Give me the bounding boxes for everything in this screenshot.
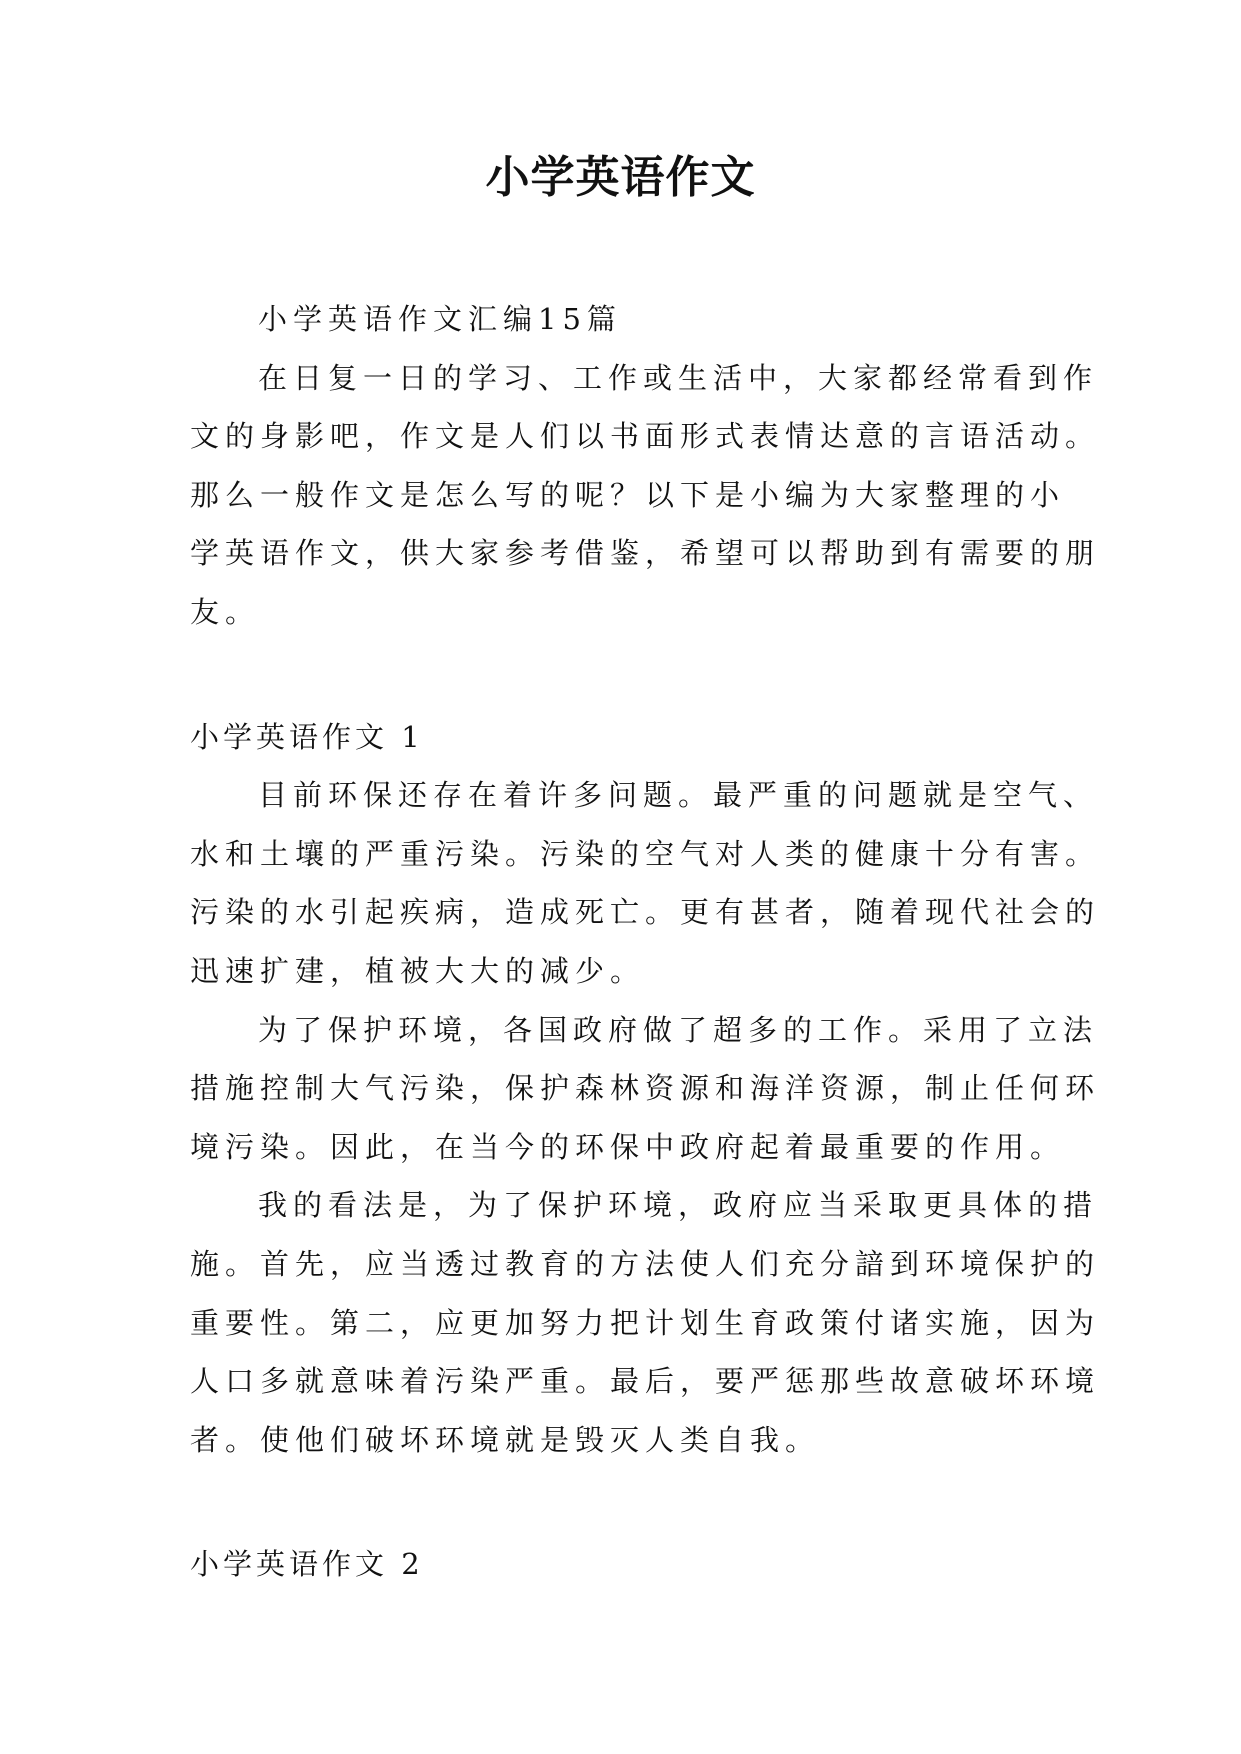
document-subtitle: 小学英语作文汇编15篇 <box>258 302 622 336</box>
paragraph-line: 者。使他们破坏环境就是毁灭人类自我。 <box>190 1422 821 1457</box>
paragraph-line: 迅速扩建，植被大大的减少。 <box>190 953 646 988</box>
paragraph-line: 境污染。因此，在当今的环保中政府起着最重要的作用。 <box>190 1129 1066 1164</box>
intro-line: 那么一般作文是怎么写的呢？以下是小编为大家整理的小 <box>190 477 1066 512</box>
section1-paragraph-3 <box>190 1176 1101 1469</box>
spacer <box>190 642 1060 708</box>
intro-paragraph <box>190 349 1101 642</box>
spacer <box>190 1469 1060 1535</box>
section1-paragraph-2 <box>190 1001 1101 1177</box>
section-heading: 小学英语作文 2 <box>190 1547 424 1582</box>
paragraph-line: 污染的水引起疾病，造成死亡。更有甚者，随着现代社会的 <box>190 895 1101 930</box>
intro-line: 文的身影吧，作文是人们以书面形式表情达意的言语活动。 <box>190 419 1101 454</box>
section1-paragraph-1 <box>190 766 1101 1000</box>
intro-line: 学英语作文，供大家参考借鉴，希望可以帮助到有需要的朋 <box>190 536 1101 571</box>
paragraph-line: 目前环保还存在着许多问题。最严重的问题就是空气、 <box>258 778 1099 813</box>
paragraph-line: 为了保护环境，各国政府做了超多的工作。采用了立法 <box>258 1012 1099 1047</box>
section-heading: 小学英语作文 1 <box>190 719 424 754</box>
intro-line: 友。 <box>190 594 261 629</box>
paragraph-line: 水和土壤的严重污染。污染的空气对人类的健康十分有害。 <box>190 836 1101 871</box>
paragraph-line: 我的看法是，为了保护环境，政府应当采取更具体的措 <box>258 1188 1099 1223</box>
intro-line: 在日复一日的学习、工作或生活中，大家都经常看到作 <box>258 360 1099 395</box>
paragraph-line: 人口多就意味着污染严重。最后，要严惩那些故意破坏环境 <box>190 1364 1101 1399</box>
paragraph-line: 重要性。第二，应更加努力把计划生育政策付诸实施，因为 <box>190 1305 1101 1340</box>
paragraph-line: 措施控制大气污染，保护森林资源和海洋资源，制止任何环 <box>190 1071 1101 1106</box>
paragraph-line: 施。首先，应当透过教育的方法使人们充分諳到环境保护的 <box>190 1246 1101 1281</box>
document-body <box>190 290 1101 1594</box>
document-title: 小学英语作文 <box>485 152 756 203</box>
